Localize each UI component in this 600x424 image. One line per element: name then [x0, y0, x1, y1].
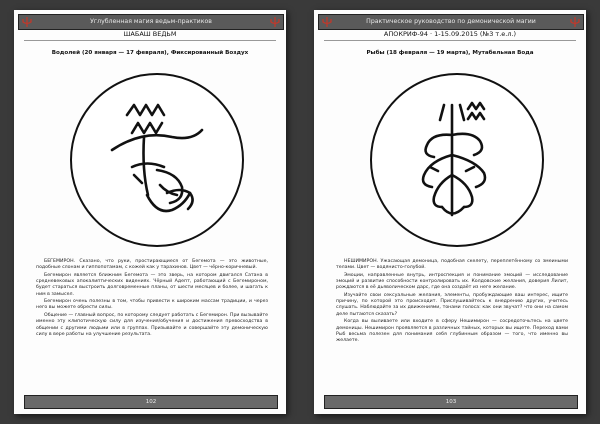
right-section-title: Рыбы (18 февраля — 19 марта), Мутабельная Вода	[366, 50, 534, 56]
left-paragraph: БЕГЕМИРОН. Сказано, что руки, простирающиеся от Бегемота — это животные, подобные слонам и гиппопотамам, с кожей как у тарахинов. Цвет — чёрно-коричневый.	[36, 259, 268, 271]
right-subheader-divider	[324, 40, 576, 41]
left-page	[14, 10, 286, 414]
neshimiron-sigil-icon	[372, 75, 542, 245]
right-paragraph: НЕШИМИРОН. Ужасающая демоница, подобная скелету, переплетённому со змеиными телами. Цвет — водянисто-голубой.	[336, 259, 568, 271]
left-paragraph: Общение — главный вопрос, по которому следует работать с Бегемирон. При вызывайте именно эту клипотическую силу для изучения/обучения и достижения превосходства в общении с другими людьми или в группах. Призывайте и совершайте эту демоническую силу в вере работы на улучшение результата.	[36, 313, 268, 337]
right-page-number: 103	[445, 399, 457, 405]
trident-logo-icon	[269, 16, 281, 28]
right-paragraph: Когда вы выливаете или входите в сферу Нешимирон — сосредоточьтесь на цвете демоницы. Нешимирон проявляется в различных тайных, которых вы ищете. Переход вами Рыб весьма полезен для понимания себя глубинным образом — того, что именно вы желаете.	[336, 319, 568, 343]
right-body-text	[336, 259, 568, 346]
left-body-text	[36, 259, 268, 339]
left-paragraph: Бегемирон является ближним Бегемота — это зверь, на котором двигался Сатана в средневековых апокалиптических видениях. Чёрный Адепт, работающий с Бегемироном, будет стараться выстроить долговременные планы, от шести месяцев и более, и шагать к ним в замысел.	[36, 272, 268, 297]
right-footer-bar	[324, 395, 578, 409]
trident-logo-icon	[569, 16, 581, 28]
left-section-title: Водолей (20 января — 17 февраля), Фиксированный Воздух	[51, 50, 249, 56]
left-paragraph: Бегемирон очень полезны в том, чтобы привести к широким массам традиции, и через него вы можете обрести силы.	[36, 299, 268, 311]
trident-logo-icon	[21, 16, 33, 28]
left-footer-bar	[24, 395, 278, 409]
right-header-bar	[318, 14, 584, 30]
left-sigil-frame	[70, 73, 244, 247]
right-header-title: Практическое руководство по демонической магии	[366, 18, 536, 25]
left-header-bar	[18, 14, 284, 30]
left-subheader: ШАБАШ ВЕДЬМ	[123, 30, 177, 38]
right-paragraph: Эмоции, направленные внутрь, интроспекция и понимание эмоций — исследование эмоций и развитие способности контролировать их. Колдовские желания, доверия Лилит, рождаются в её дьяволическом дарс, где она создаёт из неге желание.	[336, 272, 568, 291]
right-paragraph: Изучайте свои сексуальные желания, элементы, пробуждающие ваш интерес, ищите причину, по которой это происходит. Прислушивайтесь к внедрению других, учитесь слушать. Наблюдайте за их движениями, тонами голоса: как они звучат? что они на самом деле пытаются сказать?	[336, 293, 568, 317]
right-page	[314, 10, 586, 414]
left-header-title: Углубленная магия ведьм-практиков	[90, 18, 212, 25]
right-sigil-frame	[370, 73, 544, 247]
right-subheader: АПОКРИФ-94 · 1-15.09.2015 (№3 т.е.л.)	[383, 30, 517, 38]
bagemiron-sigil-icon	[72, 75, 242, 245]
left-page-number: 102	[145, 399, 157, 405]
trident-logo-icon	[321, 16, 333, 28]
left-subheader-divider	[24, 40, 276, 41]
